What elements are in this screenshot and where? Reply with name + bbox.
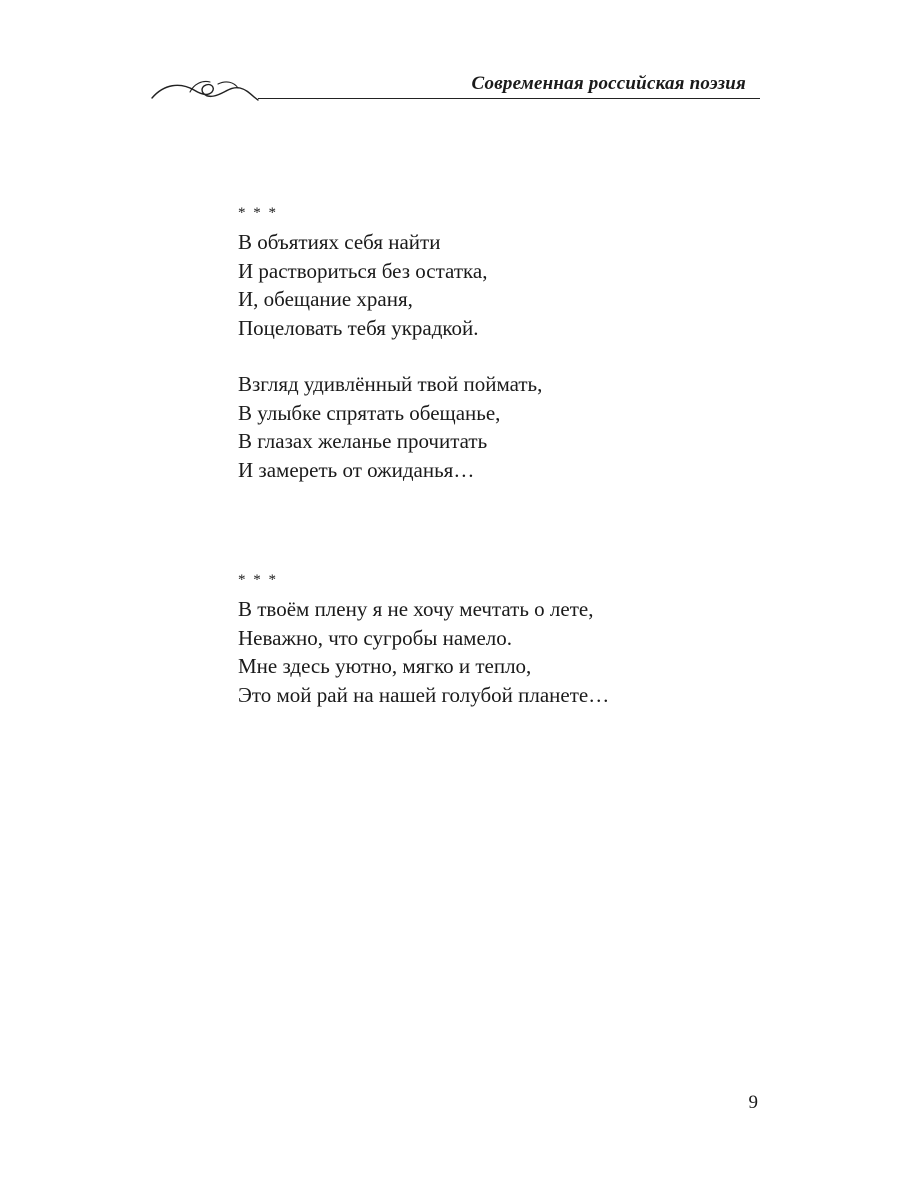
verse-line: И, обещание храня, [238, 287, 413, 311]
poem-separator: * * * [238, 572, 278, 588]
poem-separator: * * * [238, 205, 278, 221]
verse-line: Поцеловать тебя украдкой. [238, 315, 479, 340]
verse-line: В улыбке спрятать обещанье, [238, 400, 501, 425]
verse-line: В объятиях себя найти [238, 230, 441, 254]
verse-line: В твоём плену я не хочу мечтать о лете, [238, 597, 594, 621]
stanza [238, 595, 798, 709]
verse-line: Неважно, что сугробы намело. [238, 625, 513, 650]
verse-line: В глазах желанье прочитать [238, 429, 488, 453]
verse-line: Мне здесь уютно, мягко и тепло, [238, 654, 532, 678]
stanza [238, 370, 798, 484]
running-title: Современная российская поэзия [471, 73, 746, 94]
verse-line: И замереть от ожиданья… [238, 457, 475, 482]
running-header [150, 66, 760, 106]
poem [238, 199, 798, 512]
verse-line: Взгляд удивлённый твой поймать, [238, 372, 543, 396]
verse-line: Это мой рай на нашей голубой планете… [238, 682, 610, 707]
page-number: 9 [748, 1092, 758, 1113]
header-rule [258, 98, 760, 99]
stanza [238, 228, 798, 342]
verse-line: И раствориться без остатка, [238, 258, 488, 283]
poem [238, 566, 798, 737]
flourish-ornament-icon [150, 74, 260, 102]
